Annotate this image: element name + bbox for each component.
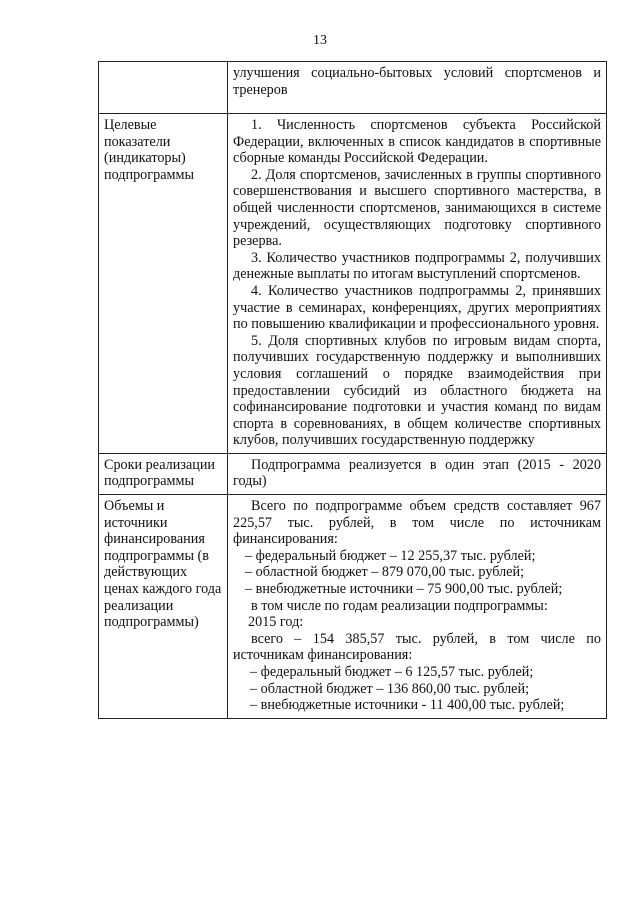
page-number: 13 bbox=[313, 33, 327, 48]
financing-source: – областной бюджет – 879 070,00 тыс. рублей; bbox=[245, 564, 525, 581]
row-content bbox=[228, 453, 607, 494]
row-content bbox=[228, 495, 607, 719]
row-label: Объемы и источники финансирования подпрограммы (в действующих ценах каждого года реализации подпрограммы) bbox=[99, 495, 228, 719]
table-row bbox=[99, 453, 607, 494]
year-total: всего – 154 385,57 тыс. рублей, в том числе по источникам финансирования: bbox=[233, 630, 601, 664]
table-row bbox=[99, 114, 607, 454]
year-heading: 2015 год: bbox=[248, 614, 304, 631]
row-label: Сроки реализации подпрограммы bbox=[99, 453, 228, 494]
indicator-item: 2. Доля спортсменов, зачисленных в группы спортивного совершенствования и высшего спортивного мастерства, в общей численности спортсменов, занимающихся в системе учреждений, осуществляющих подготовку спортивного резерва. bbox=[233, 166, 601, 250]
passport-table bbox=[98, 61, 607, 719]
row-label: Целевые показатели (индикаторы) подпрограммы bbox=[99, 114, 228, 454]
table-row bbox=[99, 62, 607, 114]
financing-source: – областной бюджет – 136 860,00 тыс. рублей; bbox=[250, 680, 530, 697]
paragraph: Подпрограмма реализуется в один этап (2015 - 2020 годы) bbox=[233, 456, 601, 490]
indicator-item: 3. Количество участников подпрограммы 2, получивших денежные выплаты по итогам выступлений спортсменов. bbox=[233, 249, 601, 283]
table-row bbox=[99, 495, 607, 719]
financing-source: – федеральный бюджет – 6 125,57 тыс. рублей; bbox=[250, 664, 534, 680]
financing-source: – внебюджетные источники – 75 900,00 тыс. рублей; bbox=[245, 581, 563, 598]
paragraph: улучшения социально-бытовых условий спортсменов и тренеров bbox=[233, 65, 601, 98]
row-label bbox=[99, 62, 228, 114]
by-year-intro: в том числе по годам реализации подпрограммы: bbox=[251, 597, 548, 614]
indicator-item: 4. Количество участников подпрограммы 2, принявших участие в семинарах, конференциях, других мероприятиях по повышению квалификации и профессионального уровня. bbox=[233, 282, 601, 333]
indicator-item: 5. Доля спортивных клубов по игровым видам спорта, получивших государственную поддержку и выполнивших условия соглашений о порядке взаимодействия при предоставлении субсидий из областного бюджета на софинансирование подготовки и участия команд по видам спорта в соревнованиях, в общем количестве спортивных клубов, получивших государственную поддержку bbox=[233, 332, 601, 449]
financing-total: Всего по подпрограмме объем средств составляет 967 225,57 тыс. рублей, в том числе по источникам финансирования: bbox=[233, 498, 601, 548]
financing-source: – федеральный бюджет – 12 255,37 тыс. рублей; bbox=[245, 547, 536, 564]
row-content bbox=[228, 62, 607, 114]
financing-source: – внебюджетные источники - 11 400,00 тыс. рублей; bbox=[250, 697, 565, 714]
indicator-item: 1. Численность спортсменов субъекта Российской Федерации, включенных в список кандидатов в спортивные сборные команды Российской Федерации. bbox=[233, 117, 601, 167]
row-content bbox=[228, 114, 607, 454]
